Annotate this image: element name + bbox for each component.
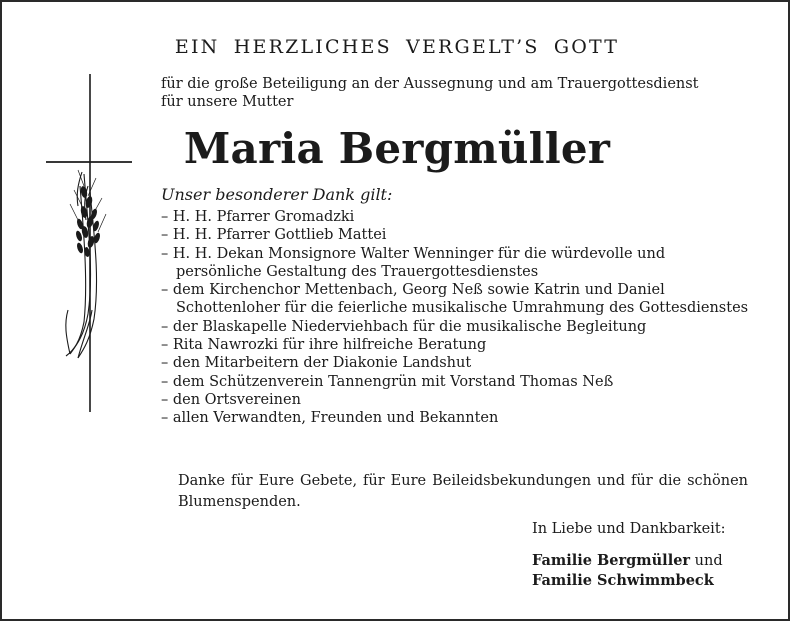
thanks-heading: Unser besonderer Dank gilt:	[161, 185, 393, 204]
family-signatures	[532, 551, 723, 591]
deceased-name: Maria Bergmüller	[183, 124, 611, 173]
family-name-1: Familie Bergmüller	[532, 552, 691, 569]
list-item: – H. H. Pfarrer Gromadzki	[161, 209, 355, 225]
intro-line-1: für die große Beteiligung an der Aussegnung und am Trauergottesdienst	[161, 76, 699, 92]
thanks-list	[161, 208, 751, 428]
list-item: – der Blaskapelle Niederviehbach für die musikalische Begleitung	[161, 318, 647, 335]
intro-text	[161, 75, 771, 111]
list-item: – H. H. Pfarrer Gottlieb Mattei	[161, 227, 387, 244]
list-item: – dem Kirchenchor Mettenbach, Georg Neß sowie Katrin und Daniel Schottenloher für die feierliche musikalische Umrahmung des Gottesdienstes	[161, 282, 749, 317]
family-line-2	[532, 571, 723, 591]
family-connector: und	[690, 553, 723, 569]
list-item: – allen Verwandten, Freunden und Bekannten	[161, 410, 499, 427]
family-name-2: Familie Schwimmbeck	[532, 572, 714, 589]
family-line-1	[532, 551, 723, 571]
list-item: – Rita Nawrozki für ihre hilfreiche Beratung	[161, 337, 487, 354]
heading: EIN HERZLICHES VERGELT’S GOTT	[174, 36, 620, 58]
list-item: – den Mitarbeitern der Diakonie Landshut	[161, 355, 472, 372]
list-item: – H. H. Dekan Monsignore Walter Wenninger für die würdevolle und persönliche Gestaltung des Trauergottesdienstes	[161, 245, 666, 280]
list-item: – dem Schützenverein Tannengrün mit Vorstand Thomas Neß	[161, 373, 614, 390]
intro-line-2: für unsere Mutter	[161, 94, 294, 110]
list-item: – den Ortsvereinen	[161, 391, 301, 408]
closing-text: Danke für Eure Gebete, für Eure Beileidsbekundungen und für die schönen Blumenspenden.	[178, 473, 748, 510]
signoff-text: In Liebe und Dankbarkeit:	[532, 521, 726, 537]
